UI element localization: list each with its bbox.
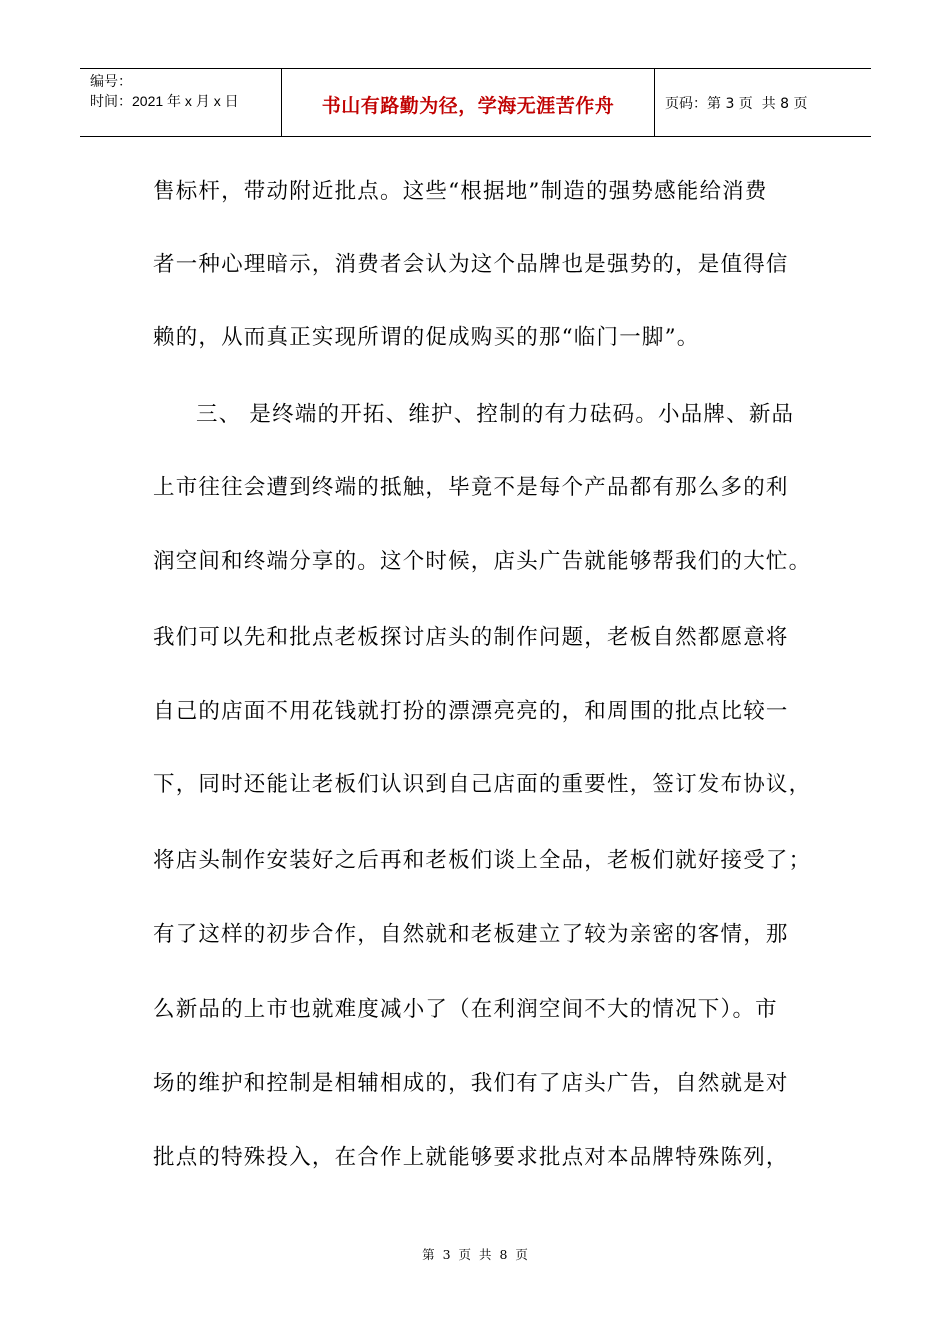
body-line: 批点的特殊投入，在合作上就能够要求批点对本品牌特殊陈列，: [153, 1145, 789, 1170]
body-line: 有了这样的初步合作，自然就和老板建立了较为亲密的客情，那: [153, 922, 789, 947]
body-line: 我们可以先和批点老板探讨店头的制作问题，老板自然都愿意将: [153, 625, 789, 650]
header-motto-cell: [282, 69, 655, 136]
body-line: 自己的店面不用花钱就打扮的漂漂亮亮的，和周围的批点比较一: [153, 699, 789, 724]
document-number-label: 编号：: [90, 73, 132, 89]
body-line: 者一种心理暗示，消费者会认为这个品牌也是强势的，是值得信: [153, 252, 789, 277]
header-page-cell: [655, 69, 871, 136]
document-date-label: 时间：2021 年 x 月 x 日: [90, 93, 239, 109]
body-line: 下，同时还能让老板们认识到自己店面的重要性，签订发布协议，: [153, 772, 812, 797]
body-line: 赖的，从而真正实现所谓的促成购买的那“临门一脚”。: [153, 325, 700, 350]
body-line: 润空间和终端分享的。这个时候，店头广告就能够帮我们的大忙。: [153, 549, 812, 574]
header-info-cell: [80, 69, 282, 136]
body-line: 场的维护和控制是相辅相成的，我们有了店头广告，自然就是对: [153, 1071, 789, 1096]
header-page-number: 页码：第 3 页 共 8 页: [665, 95, 808, 112]
page-footer: 第 3 页 共 8 页: [422, 1247, 528, 1262]
body-line: 售标杆，带动附近批点。这些“根据地”制造的强势感能给消费: [153, 179, 768, 204]
body-line: 将店头制作安装好之后再和老板们谈上全品，老板们就好接受了；: [153, 848, 812, 873]
body-line: 上市往往会遭到终端的抵触，毕竟不是每个产品都有那么多的利: [153, 475, 789, 500]
body-line: 么新品的上市也就难度减小了（在利润空间不大的情况下）。市: [153, 997, 778, 1022]
body-line-paragraph-start: 三、 是终端的开拓、维护、控制的有力砝码。小品牌、新品: [196, 402, 795, 427]
header-table: [80, 68, 871, 137]
header-motto: 书山有路勤为径，学海无涯苦作舟: [321, 95, 615, 117]
